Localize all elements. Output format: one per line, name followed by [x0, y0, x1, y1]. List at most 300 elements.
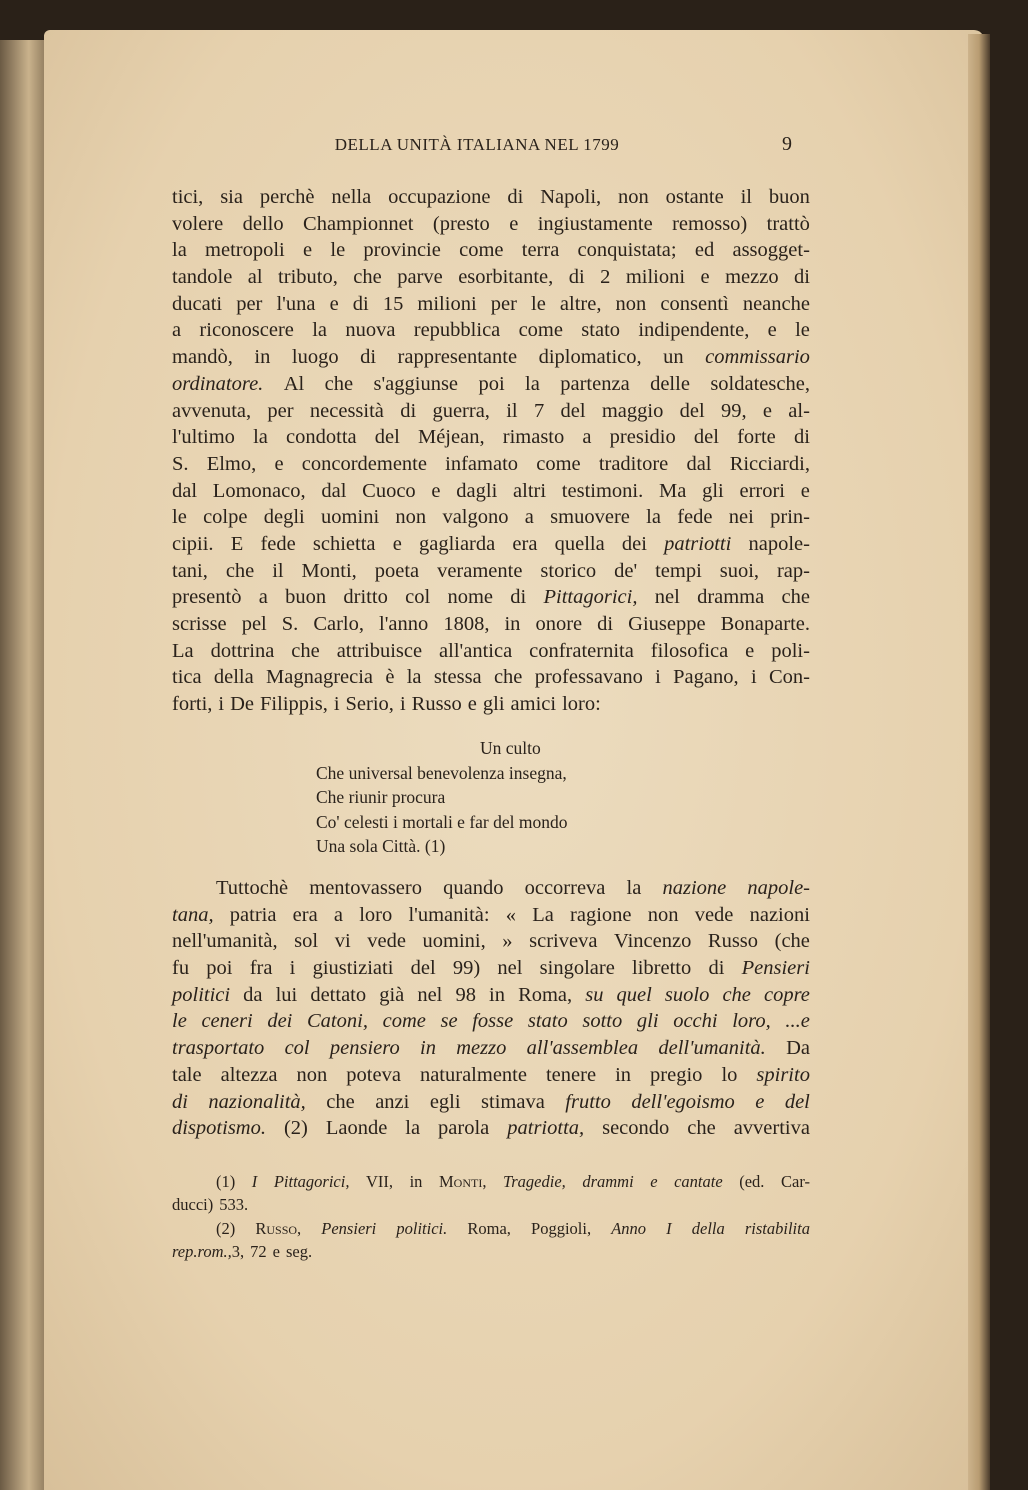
word: 3,: [231, 1241, 245, 1261]
word: stato: [527, 1010, 568, 1033]
word: Tragedie,: [503, 1172, 566, 1191]
page-header: [172, 133, 810, 159]
verse-line: Un culto: [480, 738, 541, 758]
word: a: [258, 586, 268, 609]
word: scrisse: [172, 613, 227, 635]
word: Russo: [707, 930, 759, 953]
word: la: [253, 426, 268, 449]
word: su: [585, 983, 604, 1006]
word: Catoni,: [307, 1010, 368, 1033]
word: 7: [533, 399, 545, 422]
word: e: [800, 479, 810, 502]
word: tica: [172, 666, 202, 689]
word: remosso): [672, 212, 748, 235]
word: all'antica: [439, 639, 513, 662]
word: ristabilita: [744, 1218, 810, 1238]
word: i: [655, 666, 661, 689]
word: l'umanità:: [408, 903, 490, 926]
word: naturalmente: [419, 1063, 527, 1086]
text-line: [172, 638, 810, 665]
word: di: [793, 426, 810, 449]
word: 99,: [720, 399, 747, 422]
text-line: [172, 371, 810, 398]
word: e: [272, 1241, 280, 1261]
word: conquistata;: [577, 239, 677, 262]
word: gli: [482, 693, 505, 716]
word: repubblica: [413, 319, 501, 342]
word: scriveva: [529, 930, 598, 953]
word: (che: [774, 930, 810, 953]
word: fra: [249, 957, 273, 980]
word: Lomonaco,: [212, 479, 306, 502]
word: Tuttochè: [216, 877, 289, 899]
word: le: [531, 292, 546, 315]
word: la: [312, 319, 328, 342]
word: a: [582, 426, 592, 449]
word: Bonaparte.: [720, 613, 810, 635]
word: dramma: [697, 586, 765, 609]
text-line: [172, 478, 810, 505]
word: indipendente,: [638, 319, 750, 342]
word: e: [431, 479, 441, 502]
text-line: [172, 1008, 810, 1035]
word: Cuoco: [362, 479, 416, 502]
word: poi: [478, 372, 505, 395]
word: nell'umanità,: [172, 930, 278, 953]
word: suolo: [664, 983, 710, 1006]
word: buon: [768, 186, 810, 208]
word: assogget-: [732, 239, 810, 262]
text-line: [172, 184, 810, 211]
word: pregio: [650, 1063, 703, 1086]
word: a: [333, 903, 343, 926]
word: presentò: [172, 586, 242, 609]
word: un: [663, 346, 684, 369]
word: Pagano,: [673, 666, 739, 689]
text-line: [172, 584, 810, 611]
word: singolare: [539, 957, 615, 980]
word: trattò: [766, 212, 810, 235]
word: avvertiva: [733, 1117, 810, 1140]
word: e: [329, 292, 339, 315]
word: Ma: [658, 479, 687, 502]
word: nazionalità,: [208, 1090, 306, 1113]
word: e: [700, 266, 710, 289]
text-line: [172, 1193, 810, 1216]
word: 15: [382, 292, 404, 315]
word: dei: [267, 1010, 293, 1033]
word: dritto: [343, 586, 388, 609]
word: frutto: [565, 1090, 611, 1113]
text-line: [172, 1170, 810, 1193]
word: (1): [216, 1172, 236, 1191]
word: anzi: [375, 1090, 410, 1113]
word: Ricciardi,: [729, 452, 810, 475]
paragraph-1: [172, 184, 810, 718]
word: consentì: [660, 292, 729, 315]
word: infamato: [445, 452, 519, 475]
word: patriotta,: [507, 1117, 585, 1140]
word: col: [284, 1037, 310, 1060]
word: »: [502, 930, 513, 953]
word: di: [400, 399, 417, 422]
word: dello: [242, 212, 284, 235]
word: i: [750, 666, 757, 689]
word: 98: [455, 983, 476, 1006]
paragraph-2: [172, 875, 810, 1142]
word: errori: [739, 479, 785, 502]
verse-line: Una sola Città. (1): [316, 836, 446, 856]
word: nel: [497, 957, 523, 980]
word: del: [784, 1090, 810, 1113]
word: suoi,: [719, 559, 760, 582]
word: i: [289, 957, 296, 980]
word: esorbitante,: [458, 266, 554, 289]
word: Anno: [611, 1218, 647, 1238]
word: partenza: [560, 372, 630, 395]
word: (ed.: [739, 1172, 765, 1191]
word: le: [795, 319, 810, 342]
word: smuovere: [550, 506, 630, 529]
word: stessa: [433, 666, 482, 689]
word: copre: [763, 983, 810, 1006]
text-line: [172, 902, 810, 929]
word: stimava: [481, 1090, 545, 1113]
word: poi: [206, 957, 233, 980]
word: politici: [172, 983, 231, 1006]
word: che: [353, 266, 382, 289]
word: tenere: [545, 1063, 597, 1086]
page-number: 9: [782, 133, 792, 155]
word: vi: [334, 930, 351, 953]
word: i: [218, 693, 225, 716]
word: l'anno: [379, 613, 429, 635]
word: dei: [621, 532, 647, 555]
text-line: [172, 691, 810, 718]
text-line: [172, 1240, 810, 1263]
word: e: [467, 693, 477, 716]
text-line: [172, 237, 810, 264]
word: Napoli,: [540, 186, 602, 208]
word: poteva: [346, 1063, 401, 1086]
word: poli-: [771, 639, 810, 662]
word: politici.: [396, 1218, 448, 1238]
word: forte: [737, 426, 776, 449]
word: di: [172, 1090, 188, 1113]
text-line: [172, 1035, 810, 1062]
word: Méjean,: [417, 426, 485, 449]
word: spirito: [756, 1063, 810, 1086]
word: ragione: [570, 903, 632, 926]
word: napole-: [747, 877, 810, 899]
word: lui: [275, 983, 298, 1006]
word: in: [489, 983, 505, 1006]
text-line: [172, 451, 810, 478]
word: che: [326, 1090, 355, 1113]
word: uomini,: [422, 930, 486, 953]
word: patriotti: [664, 532, 732, 555]
word: Roma,: [518, 983, 573, 1006]
word: sia: [220, 186, 243, 208]
word: in: [504, 613, 521, 635]
word: guerra,: [432, 399, 490, 422]
word: e: [392, 532, 402, 555]
text-line: [172, 264, 810, 291]
text-line: [172, 1115, 810, 1142]
word: 533.: [219, 1195, 249, 1215]
word: e: [650, 1172, 658, 1191]
word: dal: [172, 479, 198, 502]
word: della: [213, 666, 254, 689]
word: fede: [677, 506, 713, 529]
word: Pensieri: [741, 957, 810, 980]
word: occupazione: [388, 186, 491, 208]
word: degli: [263, 506, 305, 529]
word: 99): [452, 957, 481, 980]
word: provincie: [363, 239, 441, 262]
word: dagli: [456, 479, 498, 502]
word: Vincenzo: [614, 930, 692, 953]
word: concordemente: [301, 452, 427, 475]
word: rom.,: [197, 1241, 232, 1261]
word: libretto: [632, 957, 692, 980]
word: gli: [702, 479, 724, 502]
word: sol: [294, 930, 319, 953]
text-line: [172, 1089, 810, 1116]
word: Monti,: [301, 559, 357, 582]
word: dell'egoismo: [631, 1090, 735, 1113]
word: al-: [788, 399, 810, 422]
text-line: [172, 928, 810, 955]
word: Russo,: [255, 1218, 302, 1238]
word: De: [230, 693, 255, 716]
word: le: [330, 239, 346, 262]
word: Monti,: [438, 1172, 487, 1191]
word: nome: [447, 586, 493, 609]
word: per: [267, 399, 294, 422]
word: e: [509, 212, 519, 235]
word: ingiustamente: [537, 212, 653, 235]
word: buon: [285, 586, 327, 609]
word: e: [755, 1090, 765, 1113]
word: Car-: [780, 1172, 810, 1191]
word: Carlo,: [313, 613, 364, 635]
word: VII,: [366, 1172, 394, 1191]
word: parola: [438, 1117, 490, 1140]
word: nei: [728, 506, 754, 529]
word: S.: [172, 452, 189, 475]
word: (2): [216, 1218, 236, 1238]
word: rap-: [776, 559, 810, 582]
word: colpe: [203, 506, 248, 529]
word: attribuisce: [336, 639, 423, 662]
verse-line: Co' celesti i mortali e far del mondo: [316, 811, 568, 832]
word: ducci): [172, 1195, 214, 1215]
word: 1808,: [443, 613, 490, 635]
word: per: [236, 292, 263, 315]
text-line: [172, 558, 810, 585]
text-line: [172, 211, 810, 238]
word: luogo: [291, 346, 339, 369]
word: la: [646, 506, 661, 529]
word: che: [493, 666, 523, 689]
word: l'ultimo: [172, 426, 235, 449]
word: da: [243, 983, 263, 1006]
word: ducati: [172, 292, 223, 315]
word: che: [291, 639, 320, 662]
word: altre,: [559, 292, 602, 315]
word: loro,: [732, 1010, 771, 1033]
word: terra: [521, 239, 560, 262]
word: che: [781, 586, 810, 609]
word: nel: [417, 983, 443, 1006]
word: che: [687, 1117, 716, 1140]
word: i: [333, 693, 340, 716]
word: ...e: [785, 1010, 810, 1033]
word: non: [615, 292, 647, 315]
word: gagliarda: [418, 532, 496, 555]
word: Pensieri: [321, 1218, 377, 1238]
word: al: [247, 266, 263, 289]
word: maggio: [601, 399, 664, 422]
word: 72: [250, 1241, 267, 1261]
word: tici,: [172, 186, 204, 208]
verse-line: Che universal benevolenza insegna,: [316, 762, 567, 783]
word: riconoscere: [199, 319, 294, 342]
word: tale: [172, 1063, 202, 1086]
word: dal: [686, 452, 712, 475]
word: e: [274, 452, 284, 475]
word: pensiero: [329, 1037, 400, 1060]
word: di: [510, 586, 527, 609]
word: tani,: [172, 559, 208, 582]
word: Pittagorici,: [543, 586, 638, 609]
word: mezzo: [456, 1037, 507, 1060]
word: dal: [321, 479, 347, 502]
word: come: [518, 319, 563, 342]
word: le: [172, 506, 187, 529]
word: la: [406, 666, 422, 689]
word: il: [740, 186, 752, 208]
word: nazione: [662, 877, 727, 899]
word: presidio: [609, 426, 676, 449]
word: nuova: [345, 319, 396, 342]
word: l'una: [276, 292, 316, 315]
word: I: [666, 1218, 672, 1238]
word: in: [615, 1063, 632, 1086]
word: egli: [429, 1090, 461, 1113]
word: dell'umanità.: [658, 1037, 766, 1060]
facing-page-edge: [0, 40, 48, 1490]
page-edge: [968, 34, 990, 1490]
word: mentovassero: [309, 877, 422, 899]
word: le: [172, 1010, 187, 1033]
word: mandò,: [172, 346, 233, 369]
word: stato: [581, 319, 621, 342]
word: la: [405, 1117, 421, 1140]
word: e: [745, 639, 755, 662]
verse-quotation: [316, 736, 568, 859]
word: il: [506, 399, 518, 422]
word: vede: [694, 903, 734, 926]
word: patria: [229, 903, 277, 926]
word: tributo,: [278, 266, 338, 289]
word: cantate: [674, 1172, 723, 1191]
word: per: [490, 292, 517, 315]
text-line: [172, 1062, 810, 1089]
word: e: [762, 399, 772, 422]
word: gli: [636, 1010, 659, 1033]
word: e: [767, 319, 777, 342]
word: la: [525, 372, 540, 395]
word: schietta: [312, 532, 376, 555]
word: delle: [650, 372, 690, 395]
word: non: [296, 1063, 328, 1086]
word: fu: [172, 957, 190, 980]
text-line: [172, 875, 810, 902]
word: Magnagrecia: [266, 666, 374, 689]
word: la: [172, 239, 187, 262]
word: milioni: [625, 266, 686, 289]
running-title: DELLA UNITÀ ITALIANA NEL 1799: [334, 135, 620, 154]
word: E: [230, 532, 244, 555]
word: seg.: [285, 1241, 313, 1261]
word: volere: [172, 212, 224, 235]
word: di: [568, 266, 585, 289]
word: dottrina: [210, 639, 275, 662]
word: Filippis,: [260, 693, 328, 716]
word: rep.: [172, 1241, 198, 1261]
word: Da: [786, 1037, 810, 1060]
word: ed: [694, 239, 715, 262]
word: confraternita: [529, 639, 634, 662]
word: in: [420, 1037, 436, 1060]
word: in: [254, 346, 271, 369]
word: traditore: [598, 452, 669, 475]
word: in: [409, 1172, 423, 1191]
word: occorreva: [524, 877, 606, 899]
word: Poggioli,: [531, 1218, 592, 1238]
word: parve: [397, 266, 443, 289]
word: tana,: [172, 903, 214, 926]
text-line: [172, 291, 810, 318]
word: dispotismo.: [172, 1117, 266, 1140]
word: tandole: [172, 266, 233, 289]
word: come: [536, 452, 581, 475]
word: ordinatore.: [172, 372, 264, 395]
word: secondo: [602, 1117, 670, 1140]
word: Pittagorici,: [273, 1172, 350, 1191]
word: trasportato: [172, 1037, 265, 1060]
word: di: [794, 266, 810, 289]
word: era: [292, 903, 318, 926]
word: che: [722, 983, 751, 1006]
text-line: [172, 504, 810, 531]
word: a: [172, 319, 182, 342]
word: del: [410, 957, 436, 980]
word: rappresentante: [397, 346, 518, 369]
word: 2: [600, 266, 611, 289]
word: necessità: [309, 399, 384, 422]
text-line: [172, 344, 810, 371]
word: col: [405, 586, 431, 609]
text-line: [172, 982, 810, 1009]
word: diplomatico,: [538, 346, 642, 369]
word: Elmo,: [206, 452, 257, 475]
word: dettato: [310, 983, 367, 1006]
word: lo: [721, 1063, 738, 1086]
word: veramente: [437, 559, 523, 582]
